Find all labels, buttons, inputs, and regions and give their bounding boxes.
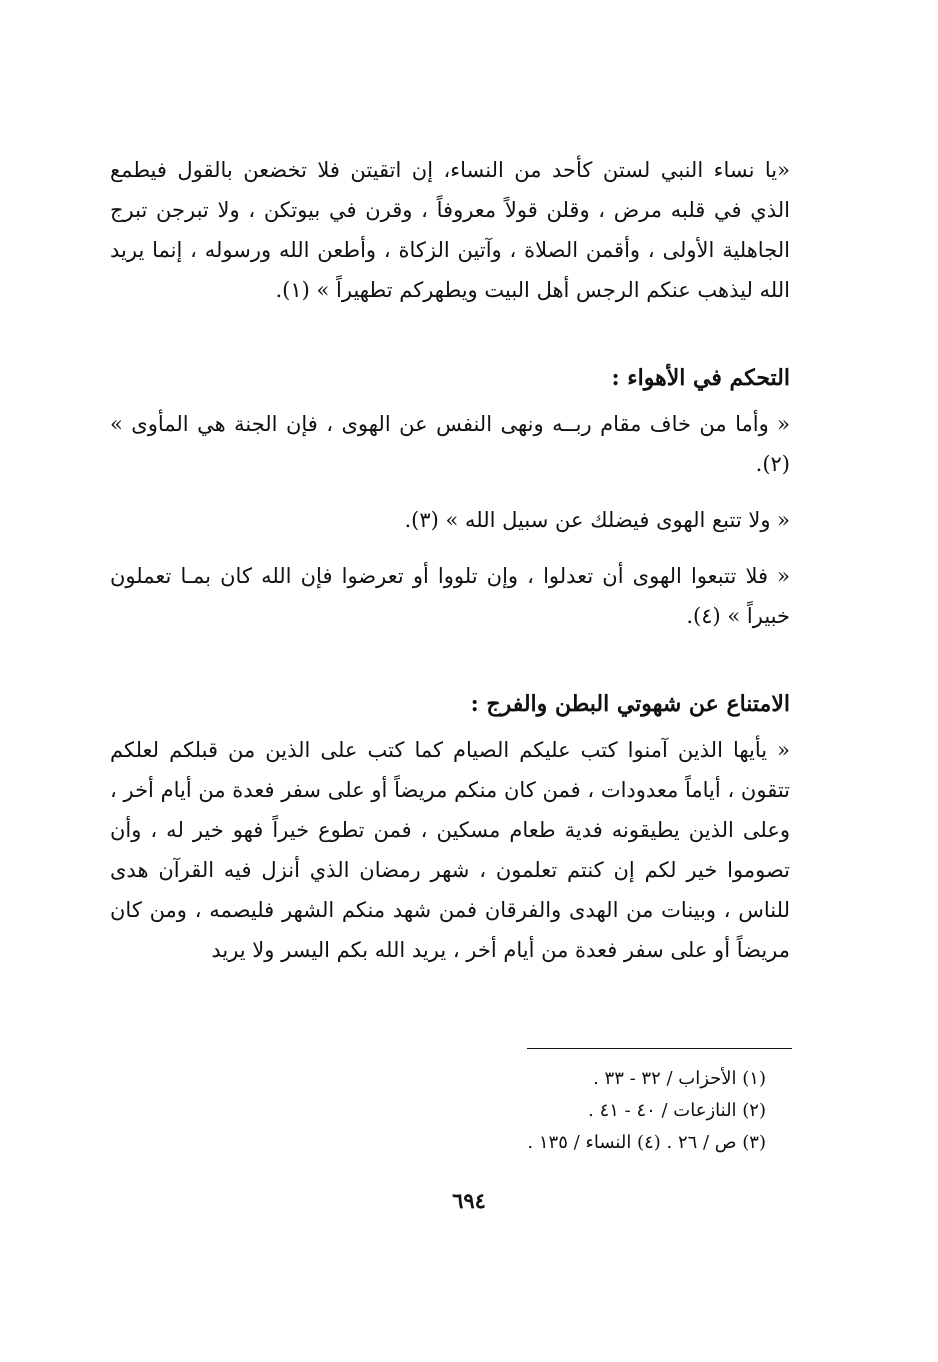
footnote: (٣) ص / ٢٦ . (٤) النساء / ١٣٥ . xyxy=(527,1132,766,1153)
footnote-divider xyxy=(527,1048,792,1049)
quran-verse-paragraph: « فلا تتبعوا الهوى أن تعدلوا ، وإن تلووا أو تعرضوا فإن الله كان بمـا تعملون خبيراً » (٤). xyxy=(110,564,790,628)
page-number: ٦٩٤ xyxy=(452,1188,486,1213)
page-body xyxy=(110,150,790,970)
quran-verse-paragraph: « يأيها الذين آمنوا كتب عليكم الصيام كما كتب على الذين من قبلكم لعلكم تتقون ، أياماً معدودات ، فمن كان منكم مريضاً أو على سفر فعدة من أيام أخر ، وعلى الذين يطيقونه فدية طعام مسكين ، فمن تطوع خيراً فهو خير له ، وأن تصوموا خير لكم إن كنتم تعلمون ، شهر رمضان الذي أنزل فيه القرآن هدى للناس ، وبينات من الهدى والفرقان فمن شهد منكم الشهر فليصمه ، ومن كان مريضاً أو على سفر فعدة من أيام أخر ، يريد الله بكم اليسر ولا يريد xyxy=(110,738,790,962)
section-heading-fasting: الامتناع عن شهوتي البطن والفرج : xyxy=(470,691,790,717)
section-heading-desires: التحكم في الأهواء : xyxy=(611,365,790,391)
footnote: (١) الأحزاب / ٣٢ - ٣٣ . xyxy=(593,1068,766,1089)
footnote: (٢) النازعات / ٤٠ - ٤١ . xyxy=(588,1100,766,1121)
quran-verse-paragraph: « ولا تتبع الهوى فيضلك عن سبيل الله » (٣). xyxy=(404,508,790,532)
footnotes xyxy=(527,1063,766,1159)
quran-verse-paragraph: «يا نساء النبي لستن كأحد من النساء، إن اتقيتن فلا تخضعن بالقول فيطمع الذي في قلبه مرض ، وقلن قولاً معروفاً ، وقرن في بيوتكن ، ولا تبرجن تبرج الجاهلية الأولى ، وأقمن الصلاة ، وآتين الزكاة ، وأطعن الله ورسوله ، إنما يريد الله ليذهب عنكم الرجس أهل البيت ويطهركم تطهيراً » (١). xyxy=(110,158,790,302)
quran-verse-paragraph: « وأما من خاف مقام ربــه ونهى النفس عن الهوى ، فإن الجنة هي المأوى » (٢). xyxy=(110,412,790,476)
